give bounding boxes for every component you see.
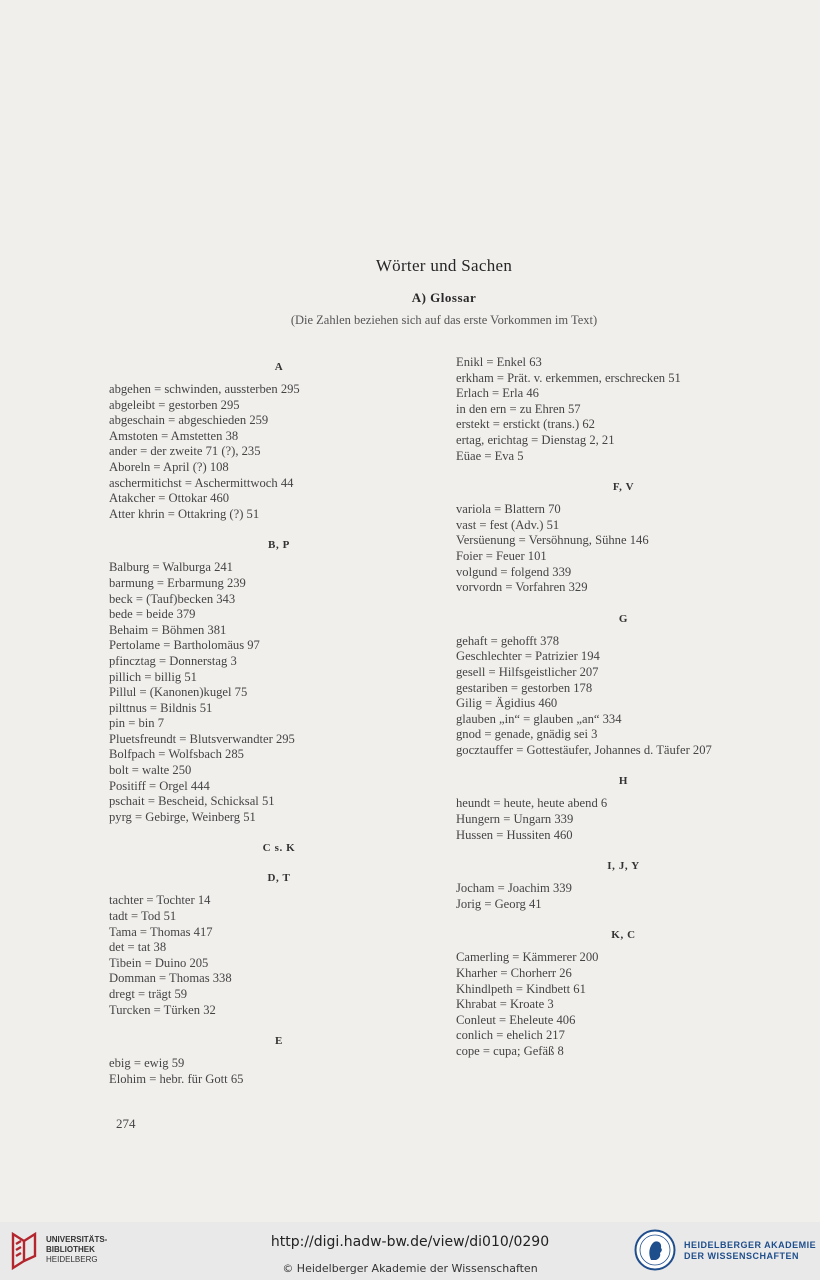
glossary-entry: ebig = ewig 59 [109, 1056, 185, 1071]
page-number: 274 [116, 1116, 136, 1131]
glossary-entry: gnod = genade, gnädig sei 3 [456, 727, 598, 742]
letter-heading: A [274, 361, 284, 373]
glossary-entry: gocztauffer = Gottestäufer, Johannes d. Täufer 207 [456, 742, 712, 757]
glossary-entry: erkham = Prät. v. erkemmen, erschrecken 51 [456, 370, 681, 385]
letter-heading: H [618, 775, 629, 788]
glossary-entry: Pluetsfreundt = Blutsverwandter 295 [109, 731, 295, 746]
glossary-entry: Pertolame = Bartholomäus 97 [109, 638, 260, 653]
glossary-entry: Camerling = Kämmerer 200 [456, 950, 599, 965]
glossary-entry: bede = beide 379 [109, 607, 196, 622]
glossary-entry: Domman = Thomas 338 [109, 971, 232, 986]
glossary-entry: Hussen = Hussiten 460 [456, 827, 573, 842]
glossary-entry: barmung = Erbarmung 239 [109, 575, 246, 590]
glossary-entry: Conleut = Eheleute 406 [456, 1012, 576, 1027]
glossary-entry: Atakcher = Ottokar 460 [109, 491, 230, 506]
glossary-entry: beck = (Tauf)becken 343 [109, 591, 236, 606]
glossary-entry: Tama = Thomas 417 [109, 924, 213, 939]
glossary-entry: Behaim = Böhmen 381 [109, 622, 227, 637]
glossary-entry: pyrg = Gebirge, Weinberg 51 [109, 809, 256, 824]
glossary-entry: abgehen = schwinden, aussterben 295 [109, 382, 300, 396]
glossary-entry: det = tat 38 [109, 940, 167, 955]
letter-heading: B, P [268, 539, 290, 552]
glossary-entry: Geschlechter = Patrizier 194 [456, 649, 600, 664]
glossary-entry: aschermitichst = Aschermittwoch 44 [109, 475, 294, 490]
glossary-column-left [109, 360, 449, 1087]
glossary-entry: dregt = trägt 59 [109, 987, 188, 1001]
glossary-entry: Aboreln = April (?) 108 [109, 459, 229, 474]
glossary-column-right [456, 355, 791, 1060]
glossary-entry: vast = fest (Adv.) 51 [456, 517, 560, 532]
copyright-notice: © Heidelberger Akademie der Wissenschaften [282, 1262, 538, 1275]
glossary-entry: abgeschain = abgeschieden 259 [109, 413, 269, 428]
letter-heading: I, J, Y [607, 860, 640, 873]
glossary-entry: Atter khrin = Ottakring (?) 51 [109, 506, 260, 521]
glossary-entry: pilttnus = Bildnis 51 [109, 700, 213, 715]
glossary-entry: ander = der zweite 71 (?), 235 [109, 444, 261, 459]
glossary-entry: pfincztag = Donnerstag 3 [109, 653, 237, 668]
letter-heading: K, C [611, 929, 636, 942]
hadw-line: HEIDELBERGER AKADEMIE [684, 1240, 817, 1250]
glossary-entry: ertag, erichtag = Dienstag 2, 21 [456, 432, 615, 447]
glossary-entry: vorvordn = Vorfahren 329 [456, 580, 588, 595]
glossary-entry: pin = bin 7 [109, 716, 165, 731]
glossary-entry: bolt = walte 250 [109, 763, 192, 778]
glossary-entry: Foier = Feuer 101 [456, 548, 547, 563]
academy-seal-icon [634, 1229, 676, 1271]
glossary-entry: conlich = ehelich 217 [456, 1028, 565, 1043]
letter-heading: G [618, 612, 629, 625]
ub-line: BIBLIOTHEK [46, 1245, 95, 1254]
glossary-entry: glauben „in“ = glauben „an“ 334 [456, 711, 622, 726]
glossary-entry: volgund = folgend 339 [456, 564, 572, 579]
glossary-entry: Elohim = hebr. für Gott 65 [109, 1071, 244, 1086]
glossary-entry: gehaft = gehofft 378 [456, 633, 560, 648]
glossary-entry: Kharher = Chorherr 26 [456, 966, 572, 981]
glossary-entry: Jocham = Joachim 339 [456, 881, 572, 896]
glossary-entry: Pillul = (Kanonen)kugel 75 [109, 685, 248, 700]
letter-heading: D, T [267, 872, 291, 885]
glossary-entry: Turcken = Türken 32 [109, 1002, 216, 1017]
glossary-entry: Positiff = Orgel 444 [109, 778, 210, 793]
letter-heading: F, V [612, 481, 635, 494]
glossary-entry: tadt = Tod 51 [109, 909, 177, 924]
glossary-entry: Eüae = Eva 5 [456, 448, 524, 463]
page-title: Wörter und Sachen [375, 256, 513, 275]
glossary-entry: pschait = Bescheid, Schicksal 51 [109, 794, 275, 809]
glossary-entry: Hungern = Ungarn 339 [456, 812, 574, 827]
letter-heading: C s. K [262, 842, 296, 855]
letter-heading: E [275, 1035, 283, 1048]
glossary-entry: pillich = billig 51 [109, 669, 197, 684]
glossary-entry: cope = cupa; Gefäß 8 [456, 1044, 564, 1058]
source-url-link[interactable]: http://digi.hadw-bw.de/view/di010/0290 [270, 1234, 550, 1250]
glossary-entry: Balburg = Walburga 241 [109, 560, 233, 575]
glossary-entry: Jorig = Georg 41 [456, 896, 542, 911]
ub-line: UNIVERSITÄTS- [46, 1235, 108, 1244]
glossary-entry: Khrabat = Kroate 3 [456, 997, 554, 1012]
section-subtitle: A) Glossar [411, 290, 477, 305]
glossary-entry: Tibein = Duino 205 [109, 955, 209, 970]
glossary-entry: Enikl = Enkel 63 [456, 355, 542, 369]
glossary-entry: Versüenung = Versöhnung, Sühne 146 [456, 533, 649, 548]
glossary-entry: Khindlpeth = Kindbett 61 [456, 981, 586, 996]
glossary-entry: in den ern = zu Ehren 57 [456, 401, 581, 416]
glossary-entry: gesell = Hilfsgeistlicher 207 [456, 664, 599, 679]
glossary-entry: abgeleibt = gestorben 295 [109, 397, 240, 412]
glossary-entry: tachter = Tochter 14 [109, 893, 211, 908]
section-note: (Die Zahlen beziehen sich auf das erste Vorkommen im Text) [290, 313, 598, 327]
ub-line: HEIDELBERG [46, 1255, 98, 1264]
glossary-entry: erstekt = erstickt (trans.) 62 [456, 417, 595, 432]
glossary-entry: heundt = heute, heute abend 6 [456, 796, 608, 811]
glossary-entry: Bolfpach = Wolfsbach 285 [109, 747, 244, 762]
glossary-entry: Erlach = Erla 46 [456, 386, 539, 401]
academy-name [684, 1240, 816, 1262]
glossary-entry: Amstoten = Amstetten 38 [109, 428, 239, 443]
glossary-entry: gestariben = gestorben 178 [456, 680, 593, 695]
glossary-entry: variola = Blattern 70 [456, 502, 561, 517]
hadw-line: DER WISSENSCHAFTEN [684, 1251, 800, 1261]
glossary-entry: Gilig = Ägidius 460 [456, 696, 558, 711]
